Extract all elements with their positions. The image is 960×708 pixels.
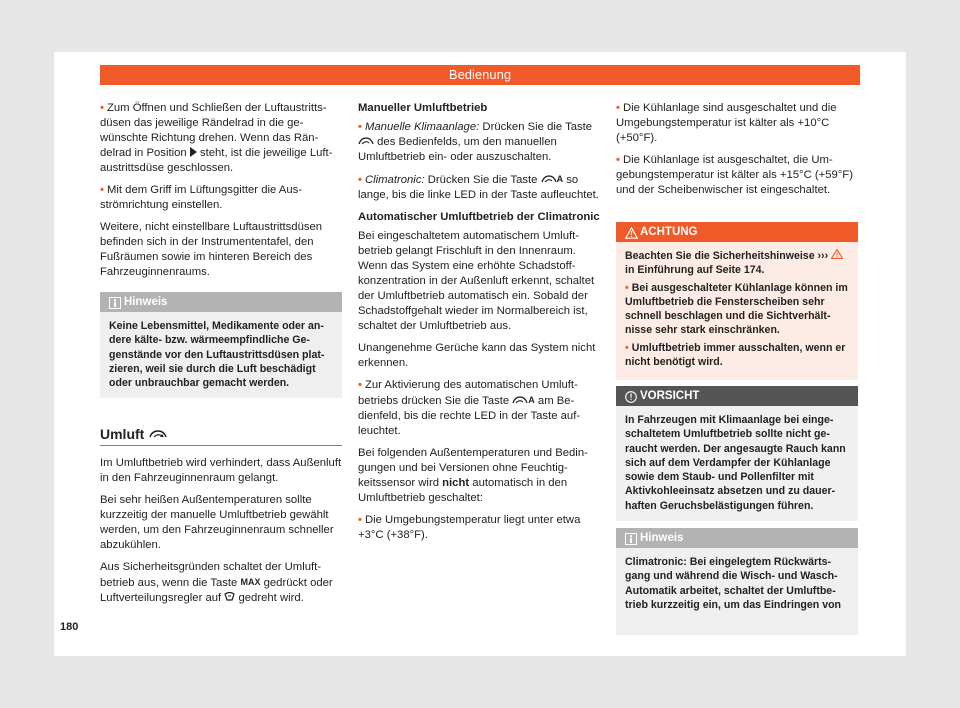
recirculation-icon (358, 137, 374, 145)
page-number: 180 (60, 621, 79, 633)
warning-bullet-1: • Bei ausgeschalteter Kühlanlage können im Umluftbetrieb die Fensterscheiben sehr schnell beschlagen und die Sichtverhältnisse sehr stark einschränken. (625, 281, 848, 337)
hint-text: Climatronic: Bei eingelegtem Rückwärtsgang und während die Wisch- und Wasch-Automatik arbeitet, schaltet der Umluftbetrieb kurzzeitig ein, um das Eindringen von (616, 548, 858, 635)
warning-ref: Beachten Sie die Sicherheitshinweise ››› in Einführung auf Seite 174. (625, 249, 849, 278)
warning-box-head (616, 222, 858, 242)
caution-box-head (616, 386, 858, 406)
middle-paragraph-1: Bei eingeschaltetem automatischem Umluftbetrieb gelangt Frischluft in den Innenraum. Wenn das System eine erhöhte Schadstoffkonzentration in der Außenluft erkennt, schaltet der Umluftbetrieb automatisch ein. Sobald der Schadstoffgehalt wieder im Normalbereich ist, schaltet der Umluftbetrieb aus. (358, 230, 595, 332)
middle-paragraph-2: Unangenehme Gerüche kann das System nicht erkennen. (358, 342, 596, 369)
info-icon (625, 532, 637, 552)
middle-heading-2: Automatischer Umluftbetrieb der Climatronic (358, 211, 600, 223)
right-bullet-1: • Die Kühlanlage sind ausgeschaltet und die Umgebungstemperatur ist kälter als +10°C (+50°F). (616, 102, 837, 144)
warning-title: ACHTUNG (640, 226, 698, 238)
left-column (100, 101, 344, 287)
hint-box-left (100, 292, 342, 398)
left-column-lower (100, 456, 344, 613)
section-title-umluft: Umluft (100, 426, 342, 446)
hint-box-head (100, 292, 342, 312)
recirculation-icon (148, 429, 168, 439)
left-paragraph-1: Weitere, nicht einstellbare Luftaustrittsdüsen befinden sich in der Instrumententafel, den Fußräumen sowie im hinteren Bereich des Fahrzeuginnenraums. (100, 221, 323, 278)
left-bullet-1: • Zum Öffnen und Schließen der Luftaustrittsdüsen das jeweilige Rändelrad in die gewünschte Richtung drehen. Wenn das Rändelrad in Position steht, ist die jeweilige Luftaustrittsdüse geschlossen. (100, 102, 333, 174)
warning-icon (831, 249, 843, 259)
right-column (616, 101, 860, 205)
left-bullet-2: • Mit dem Griff im Lüftungsgitter die Ausströmrichtung einstellen. (100, 184, 303, 211)
recirculation-icon (541, 175, 557, 183)
warning-box (616, 222, 858, 380)
left-paragraph-4: Aus Sicherheitsgründen schaltet der Umluftbetrieb aus, wenn die Taste MAX gedrückt oder Luftverteilungsregler auf gedreht wird. (100, 561, 333, 604)
warning-body (616, 242, 858, 380)
hint-title: Hinweis (124, 296, 168, 308)
triangle-right-icon (190, 147, 197, 157)
caution-box (616, 386, 858, 521)
middle-bullet-4: • Die Umgebungstemperatur liegt unter etwa +3°C (+38°F). (358, 514, 581, 541)
recirculation-icon (512, 396, 528, 404)
middle-column (358, 101, 602, 550)
header-bar: Bedienung (100, 65, 860, 85)
caution-title: VORSICHT (640, 390, 700, 402)
max-button-glyph: MAX (240, 577, 261, 587)
hint-box-head (616, 528, 858, 548)
hint-text: Keine Lebensmittel, Medikamente oder andere kälte- bzw. wärmeempfindliche Gegenstände vor den Luftaustrittsdüsen platzieren, weil sie durch die Luft beschädigt oder unbrauchbar gemacht werden. (100, 312, 342, 398)
middle-paragraph-3: Bei folgenden Außentemperaturen und Bedingungen und bei Versionen ohne Feuchtigkeitssensor wird nicht automatisch in den Umluftbetrieb geschaltet: (358, 447, 588, 504)
circle-info-icon (625, 390, 637, 410)
middle-bullet-3: • Zur Aktivierung des automatischen Umluftbetriebs drücken Sie die Taste A am Bedienfeld, bis die rechte LED in der Taste aufleuchtet. (358, 379, 581, 437)
hint-title: Hinweis (640, 532, 684, 544)
right-bullet-2: • Die Kühlanlage ist ausgeschaltet, die Umgebungstemperatur ist kälter als +15°C (+59°F) und der Scheibenwischer ist eingeschaltet. (616, 154, 853, 196)
warning-bullet-2: • Umluftbetrieb immer ausschalten, wenn er nicht benötigt wird. (625, 341, 846, 369)
left-paragraph-2: Im Umluftbetrieb wird verhindert, dass Außenluft in den Fahrzeuginnenraum gelangt. (100, 457, 342, 484)
middle-heading-1: Manueller Umluftbetrieb (358, 102, 488, 114)
middle-bullet-1: • Manuelle Klimaanlage: Drücken Sie die Taste des Bedienfelds, um den manuellen Umluftbetrieb ein- oder auszuschalten. (358, 121, 593, 163)
warning-icon (625, 226, 638, 246)
info-icon (109, 296, 121, 316)
middle-bullet-2: • Climatronic: Drücken Sie die Taste A so lange, bis die linke LED in der Taste aufleuchtet. (358, 174, 599, 201)
left-paragraph-3: Bei sehr heißen Außentemperaturen sollte kurzzeitig der manuelle Umluftbetrieb gewählt werden, um den Fahrzeuginnenraum schneller abzukühlen. (100, 494, 334, 551)
hint-box-right (616, 528, 858, 635)
caution-text: In Fahrzeugen mit Klimaanlage bei eingeschaltetem Umluftbetrieb sollte nicht geraucht werden. Der angesaugte Rauch kann sich auf dem Verdampfer der Kühlanlage sowie dem Staub- und Pollenfilter mit Aktivkohleeinsatz absetzen und zu dauerhaften Geruchsbelästigungen führen. (616, 406, 858, 521)
windshield-icon (224, 592, 235, 601)
